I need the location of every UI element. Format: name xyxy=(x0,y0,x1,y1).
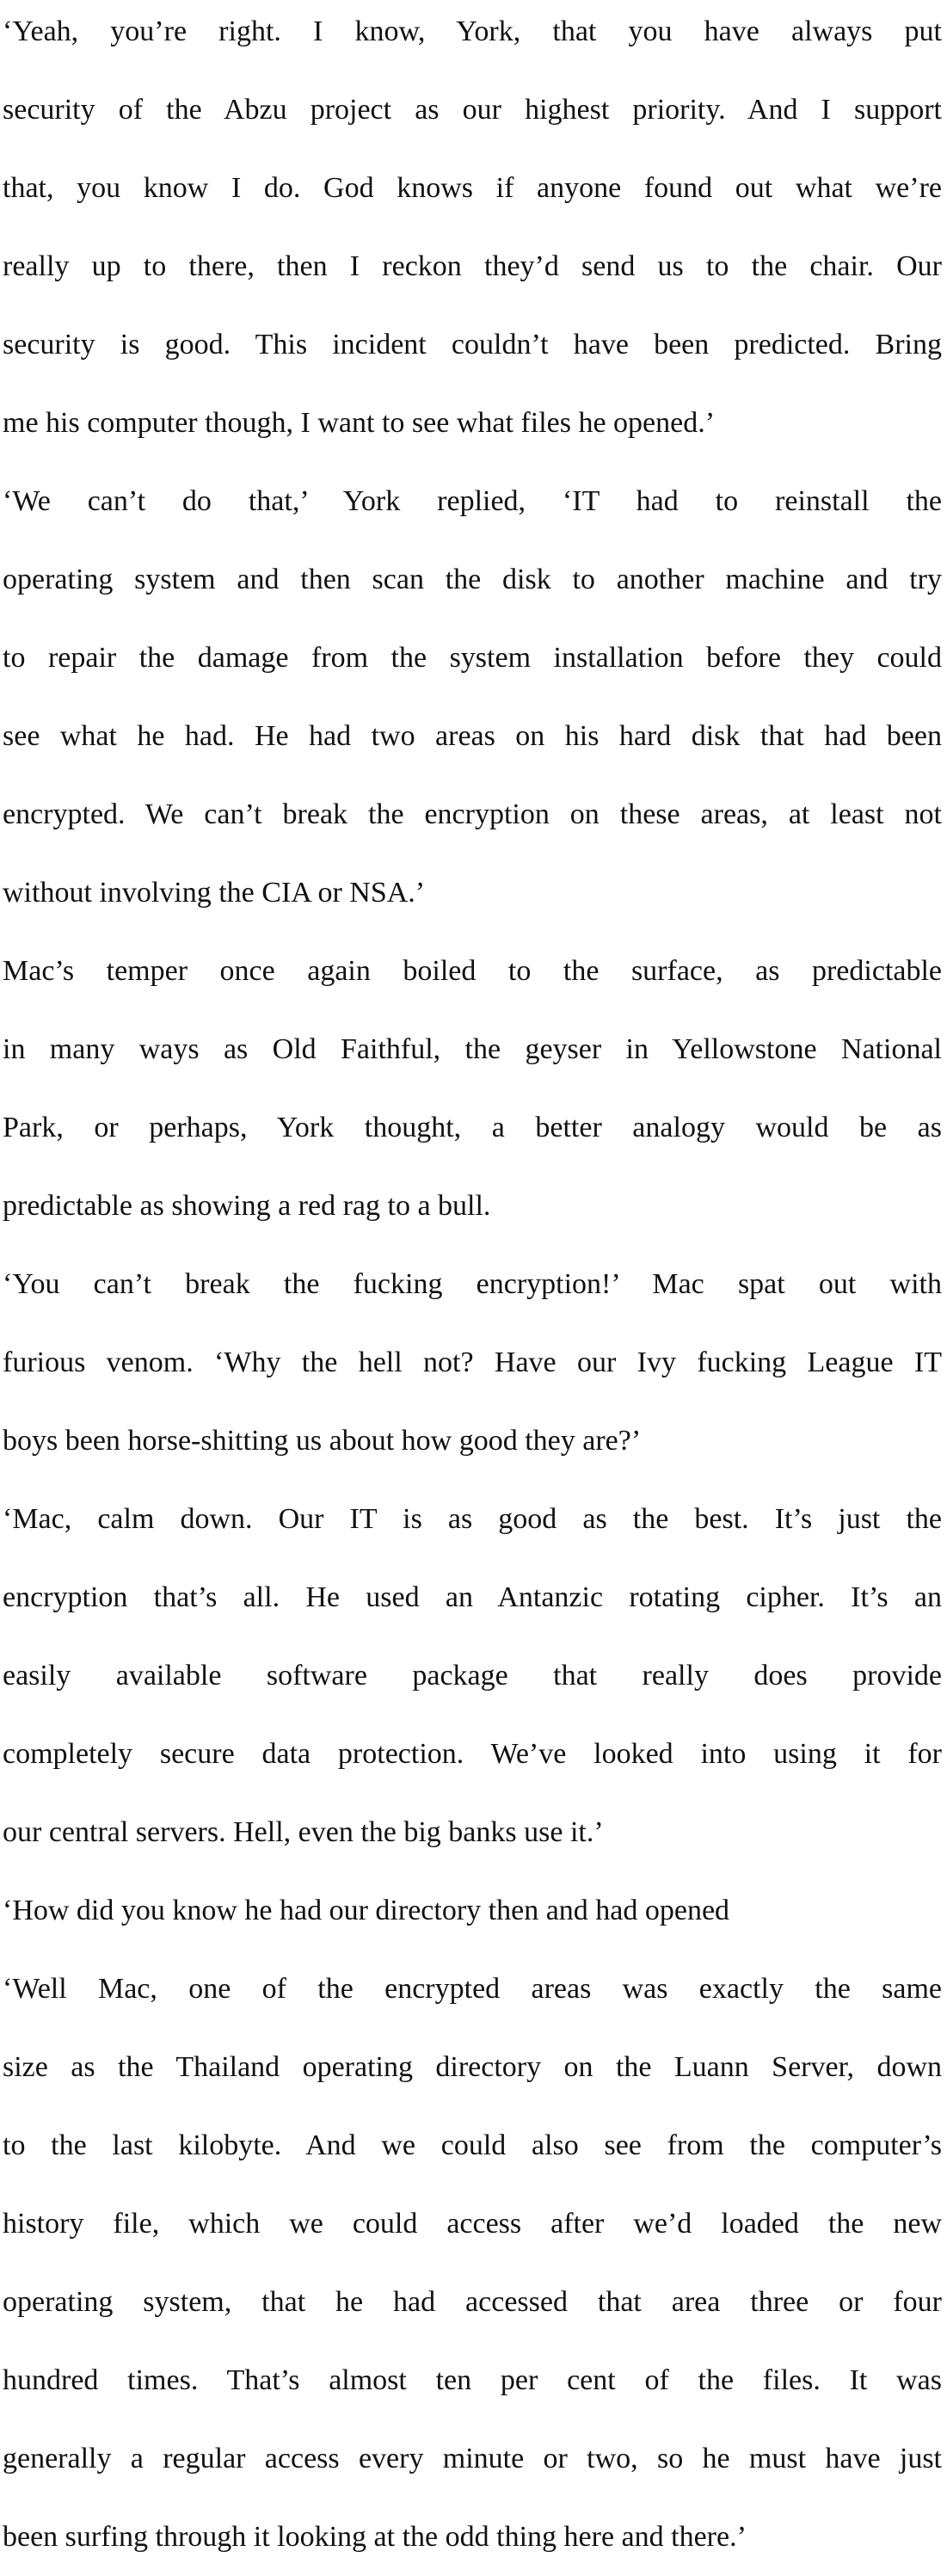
text-line: in many ways as Old Faithful, the geyser in Yellowstone National xyxy=(3,1033,942,1065)
text-line: size as the Thailand operating directory on the Luann Server, down xyxy=(3,2051,942,2083)
text-line: to repair the damage from the system installation before they could xyxy=(3,642,942,674)
text-line: completely secure data protection. We’ve looked into using it for xyxy=(3,1738,942,1770)
text-line: generally a regular access every minute or two, so he must have just xyxy=(3,2443,942,2474)
text-line: me his computer though, I want to see what files he opened.’ xyxy=(3,407,716,439)
text-line: our central servers. Hell, even the big banks use it.’ xyxy=(3,1816,604,1848)
text-line: security of the Abzu project as our highest priority. And I support xyxy=(3,94,942,126)
text-line: ‘How did you know he had our directory then and had opened xyxy=(3,1895,730,1926)
text-line: see what he had. He had two areas on his hard disk that had been xyxy=(3,720,942,752)
text-line: predictable as showing a red rag to a bull. xyxy=(3,1190,491,1222)
text-line: really up to there, then I reckon they’d send us to the chair. Our xyxy=(3,250,942,282)
book-page xyxy=(3,0,942,2576)
text-line: encrypted. We can’t break the encryption on these areas, at least not xyxy=(3,798,942,830)
text-line: hundred times. That’s almost ten per cent of the files. It was xyxy=(3,2364,942,2396)
text-line: that, you know I do. God knows if anyone found out what we’re xyxy=(3,172,942,204)
text-line: furious venom. ‘Why the hell not? Have our Ivy fucking League IT xyxy=(3,1347,942,1378)
paragraph xyxy=(3,1245,942,1480)
paragraph xyxy=(3,1480,942,1871)
text-line: history file, which we could access after we’d loaded the new xyxy=(3,2208,942,2240)
text-line: ‘Yeah, you’re right. I know, York, that you have always put xyxy=(3,15,942,47)
paragraph xyxy=(3,1871,942,1950)
text-line: operating system and then scan the disk to another machine and try xyxy=(3,564,942,595)
text-line: encryption that’s all. He used an Antanzic rotating cipher. It’s an xyxy=(3,1581,942,1613)
paragraph xyxy=(3,462,942,932)
text-line: to the last kilobyte. And we could also see from the computer’s xyxy=(3,2129,942,2161)
text-line: without involving the CIA or NSA.’ xyxy=(3,877,426,909)
text-line: Park, or perhaps, York thought, a better analogy would be as xyxy=(3,1112,942,1143)
text-line: ‘We can’t do that,’ York replied, ‘IT had to reinstall the xyxy=(3,485,942,517)
paragraph xyxy=(3,1950,942,2576)
paragraph xyxy=(3,0,942,462)
text-line: been surfing through it looking at the odd thing here and there.’ xyxy=(3,2521,747,2553)
text-line: ‘Well Mac, one of the encrypted areas was exactly the same xyxy=(3,1973,942,2005)
text-line: operating system, that he had accessed that area three or four xyxy=(3,2286,942,2318)
paragraph xyxy=(3,932,942,1245)
text-line: Mac’s temper once again boiled to the surface, as predictable xyxy=(3,955,942,987)
text-line: security is good. This incident couldn’t have been predicted. Bring xyxy=(3,329,942,361)
text-line: easily available software package that really does provide xyxy=(3,1660,942,1692)
text-line: ‘Mac, calm down. Our IT is as good as the best. It’s just the xyxy=(3,1503,942,1535)
text-line: boys been horse-shitting us about how good they are?’ xyxy=(3,1425,642,1457)
text-line: ‘You can’t break the fucking encryption!’ Mac spat out with xyxy=(3,1268,942,1300)
